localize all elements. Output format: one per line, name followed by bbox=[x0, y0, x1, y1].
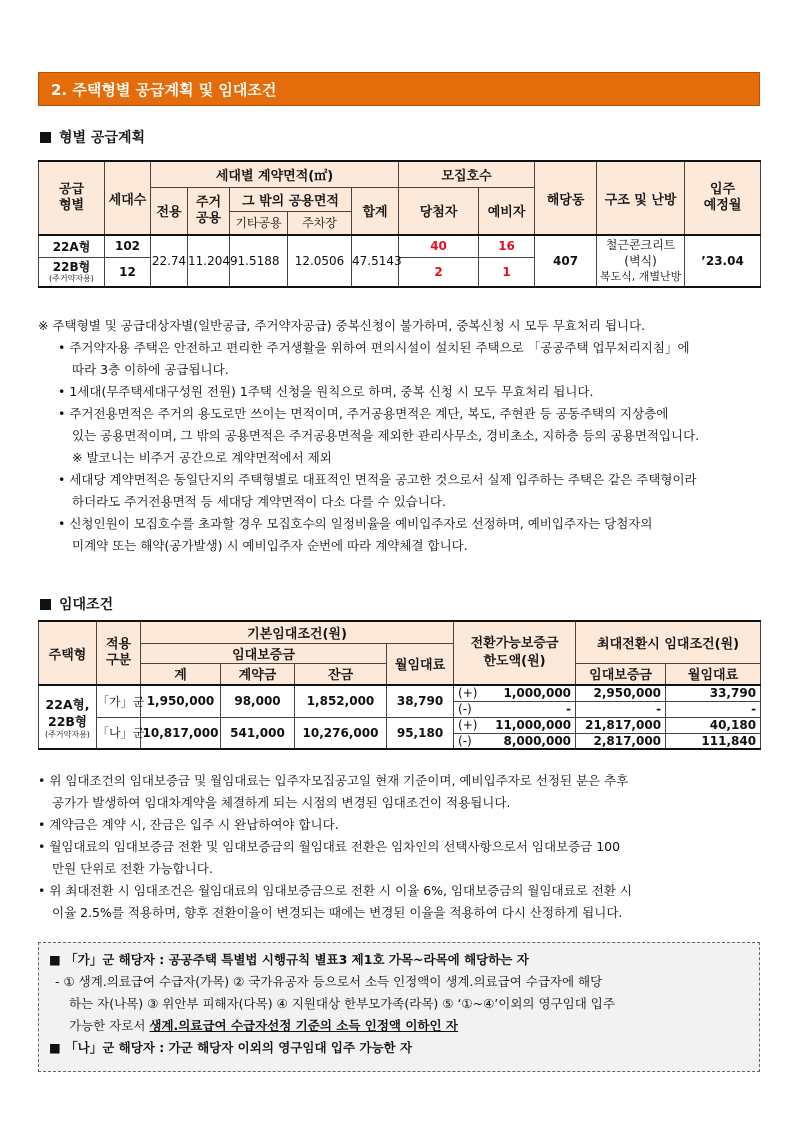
col-area-group: 세대별 계약면적(㎡) bbox=[151, 161, 399, 187]
cell-total: 47.5143 bbox=[352, 235, 399, 287]
note-line: 미계약 또는 해약(공가발생) 시 예비입주자 순번에 따라 계약체결 합니다. bbox=[72, 538, 468, 553]
cell-max-deposit: 2,950,000 bbox=[576, 685, 666, 701]
cell-house-type: 22A형, 22B형 (주거약자용) bbox=[39, 685, 97, 749]
note-line: • 위 최대전환 시 임대조건은 월임대료의 임대보증금으로 전환 시 이율 6%, 임대보증금의 월임대료로 전환 시 bbox=[38, 883, 632, 898]
note-line: • 1세대(무주택세대구성원 전원) 1주택 신청을 원칙으로 하며, 중복 신청 시 모두 무효처리 됩니다. bbox=[58, 384, 594, 399]
cell-exclusive: 22.74 bbox=[151, 235, 188, 287]
col-structure: 구조 및 난방 bbox=[597, 161, 685, 235]
col-contract: 계약금 bbox=[221, 663, 295, 685]
row-reserves: 1 bbox=[479, 257, 535, 287]
col-max-deposit: 임대보증금 bbox=[576, 663, 666, 685]
col-monthly: 월임대료 bbox=[387, 643, 454, 685]
col-supply-type: 공급 형별 bbox=[39, 161, 105, 235]
rent-notes bbox=[38, 770, 768, 924]
note-line: • 계약금은 계약 시, 잔금은 입주 시 완납하여야 합니다. bbox=[38, 817, 339, 832]
row-type: 22A형 bbox=[39, 235, 105, 257]
note-line: • 월임대료의 임대보증금 전환 및 임대보증금의 월임대료 전환은 임차인의 선택사항으로서 임대보증금 100 bbox=[38, 839, 621, 854]
col-sum: 계 bbox=[141, 663, 221, 685]
supply-table bbox=[38, 160, 761, 288]
cell-monthly: 38,790 bbox=[387, 685, 454, 717]
cell-max-deposit: - bbox=[576, 701, 666, 717]
cell-max-monthly: - bbox=[666, 701, 761, 717]
col-max-monthly: 월임대료 bbox=[666, 663, 761, 685]
cell-max-monthly: 40,180 bbox=[666, 717, 761, 733]
col-households: 세대수 bbox=[105, 161, 151, 235]
section-title: 2. 주택형별 공급계획 및 임대조건 bbox=[51, 81, 277, 99]
note-line: 이율 2.5%를 적용하며, 향후 전환이율이 변경되는 때에는 변경된 이율을 적용하여 다시 산정하게 됩니다. bbox=[52, 905, 623, 920]
col-balance: 잔금 bbox=[295, 663, 387, 685]
note-line: 따라 3층 이하에 공급됩니다. bbox=[72, 362, 229, 377]
row-winners: 2 bbox=[399, 257, 479, 287]
col-recruit-group: 모집호수 bbox=[399, 161, 535, 187]
col-winners: 당첨자 bbox=[399, 187, 479, 235]
col-exclusive: 전용 bbox=[151, 187, 188, 235]
col-parking: 주차장 bbox=[288, 211, 352, 235]
cell-balance: 1,852,000 bbox=[295, 685, 387, 717]
col-move-in: 입주 예정월 bbox=[685, 161, 761, 235]
eligibility-box bbox=[38, 942, 760, 1072]
table-row bbox=[39, 235, 761, 257]
table-row bbox=[39, 685, 761, 701]
note-line: 만원 단위로 전환 가능합니다. bbox=[52, 861, 213, 876]
supply-notes bbox=[38, 315, 768, 557]
cell-conv-amount: (+) 1,000,000 bbox=[454, 685, 576, 701]
col-other-shared: 기타공용 bbox=[230, 211, 288, 235]
cell-category-ga: 「가」군 bbox=[97, 685, 141, 717]
square-bullet-icon bbox=[40, 132, 51, 143]
cell-building: 407 bbox=[535, 235, 597, 287]
row-reserves: 16 bbox=[479, 235, 535, 257]
box-line: - ① 생계.의료급여 수급자(가목) ② 국가유공자 등으로서 소득 인정액이 생계.의료급여 수급자에 해당 bbox=[55, 974, 603, 989]
note-line: 있는 공용면적이며, 그 밖의 공용면적은 주거공용면적을 제외한 관리사무소, 경비초소, 지하층 등의 공용면적입니다. bbox=[72, 428, 700, 443]
box-line-na: ■ 「나」군 해당자 : 가군 해당자 이외의 영구임대 입주 가능한 자 bbox=[49, 1040, 413, 1055]
cell-contract: 98,000 bbox=[221, 685, 295, 717]
cell-move-in: ’23.04 bbox=[685, 235, 761, 287]
cell-sum: 10,817,000 bbox=[141, 717, 221, 749]
note-line: • 세대당 계약면적은 동일단지의 주택형별로 대표적인 면적을 공고한 것으로서 실제 입주하는 주택은 같은 주택형이라 bbox=[58, 472, 697, 487]
cell-max-deposit: 21,817,000 bbox=[576, 717, 666, 733]
structure-line-3: 복도식, 개별난방 bbox=[599, 270, 682, 283]
cell-conv-amount: (-) 8,000,000 bbox=[454, 733, 576, 749]
cell-other-shared: 1.5188 bbox=[230, 235, 288, 287]
row-households: 12 bbox=[105, 257, 151, 287]
cell-max-monthly: 33,790 bbox=[666, 685, 761, 701]
income-criteria-text: 생계.의료급여 수급자선정 기준의 소득 인정액 이하인 자 bbox=[149, 1018, 458, 1033]
col-total: 합계 bbox=[352, 187, 399, 235]
box-line: 가능한 자로서 생계.의료급여 수급자선정 기준의 소득 인정액 이하인 자 bbox=[69, 1018, 458, 1033]
rent-heading: 임대조건 bbox=[40, 594, 113, 614]
note-line: • 주거전용면적은 주거의 용도로만 쓰이는 면적이며, 주거공용면적은 계단, 복도, 주현관 등 공동주택의 지상층에 bbox=[58, 406, 669, 421]
col-max-conv: 최대전환시 임대조건(원) bbox=[576, 621, 761, 663]
col-deposit: 임대보증금 bbox=[141, 643, 387, 663]
box-line: 하는 자(나목) ③ 위안부 피해자(다목) ④ 지원대상 한부모가족(라목) ⑤ ‘①~④’이외의 영구임대 입주 bbox=[69, 996, 615, 1011]
table-row bbox=[39, 717, 761, 733]
cell-category-na: 「나」군 bbox=[97, 717, 141, 749]
col-convertible: 전환가능보증금 한도액(원) bbox=[454, 621, 576, 685]
row-winners: 40 bbox=[399, 235, 479, 257]
cell-conv-amount: (-) - bbox=[454, 701, 576, 717]
note-line: ※ 발코니는 비주거 공간으로 계약면적에서 제외 bbox=[72, 450, 332, 465]
cell-sum: 1,950,000 bbox=[141, 685, 221, 717]
col-reserves: 예비자 bbox=[479, 187, 535, 235]
box-line-ga: ■ 「가」군 해당자 : 공공주택 특별법 시행규칙 별표3 제1호 가목~라목에 해당하는 자 bbox=[49, 952, 529, 967]
cell-conv-amount: (+) 11,000,000 bbox=[454, 717, 576, 733]
note-line: 하더라도 주거전용면적 등 세대당 계약면적이 다소 다를 수 있습니다. bbox=[72, 494, 446, 509]
note-line: • 위 임대조건의 임대보증금 및 월임대료는 입주자모집공고일 현재 기준이며, 예비입주자로 선정된 분은 추후 bbox=[38, 773, 629, 788]
col-basic: 기본임대조건(원) bbox=[141, 621, 454, 643]
col-building: 해당동 bbox=[535, 161, 597, 235]
cell-contract: 541,000 bbox=[221, 717, 295, 749]
col-other-common: 그 밖의 공용면적 bbox=[230, 187, 352, 211]
row-type-b: 22B형 (주거약자용) bbox=[39, 257, 105, 287]
cell-max-deposit: 2,817,000 bbox=[576, 733, 666, 749]
row-households: 102 bbox=[105, 235, 151, 257]
cell-parking: 12.0506 bbox=[288, 235, 352, 287]
col-residential-common: 주거 공용 bbox=[188, 187, 230, 235]
note-line: • 신청인원이 모집호수를 초과할 경우 모집호수의 일정비율을 예비입주자로 선정하며, 예비입주자는 당첨자의 bbox=[58, 516, 653, 531]
cell-residential-common: 11.2049 bbox=[188, 235, 230, 287]
cell-max-monthly: 111,840 bbox=[666, 733, 761, 749]
section-title-bar bbox=[38, 72, 760, 106]
rent-table bbox=[38, 620, 761, 750]
note-line: • 주거약자용 주택은 안전하고 편리한 주거생활을 위하여 편의시설이 설치된 주택으로 「공공주택 업무처리지침」에 bbox=[58, 340, 690, 355]
cell-monthly: 95,180 bbox=[387, 717, 454, 749]
col-category: 적용 구분 bbox=[97, 621, 141, 685]
note-line: ※ 주택형별 및 공급대상자별(일반공급, 주거약자공급) 중복신청이 불가하며, 중복신청 시 모두 무효처리 됩니다. bbox=[38, 318, 646, 333]
note-line: 공가가 발생하여 임대차계약을 체결하게 되는 시점의 변경된 임대조건이 적용됩니다. bbox=[52, 795, 511, 810]
square-bullet-icon bbox=[40, 599, 51, 610]
structure-line-1: 철근콘크리트 bbox=[605, 238, 676, 252]
supply-heading: 형별 공급계획 bbox=[40, 127, 145, 147]
cell-structure bbox=[597, 235, 685, 287]
col-house-type: 주택형 bbox=[39, 621, 97, 685]
cell-balance: 10,276,000 bbox=[295, 717, 387, 749]
structure-line-2: (벽식) bbox=[624, 254, 657, 268]
